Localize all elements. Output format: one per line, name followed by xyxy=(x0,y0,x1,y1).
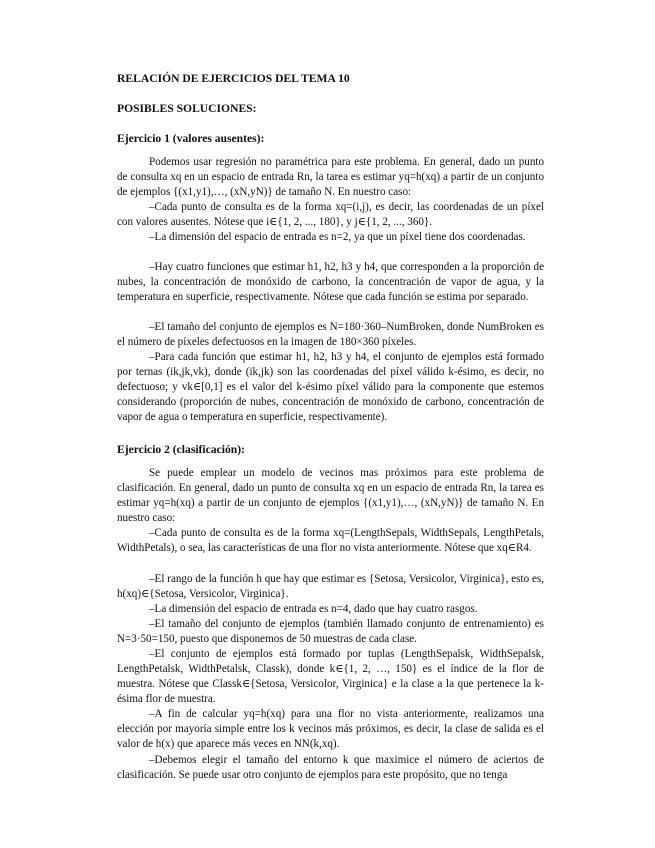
paragraph-text: –La dimensión del espacio de entrada es n=2, ya que un píxel tiene dos coordenadas. xyxy=(149,231,526,243)
paragraph-text: –El tamaño del conjunto de ejemplos es N=180·360–NumBroken, donde NumBroken es el número de píxeles defectuosos en la imagen de 180×360 píxeles. xyxy=(117,321,544,349)
exercise-1-item-3 xyxy=(117,260,544,305)
document-title: RELACIÓN DE EJERCICIOS DEL TEMA 10 xyxy=(117,72,350,85)
exercise-2-item-4 xyxy=(117,617,544,647)
exercise-2-item-6 xyxy=(117,707,544,752)
paragraph-text: –El conjunto de ejemplos está formado por tuplas (LengthSepalsk, WidthSepalsk, LengthPetalsk, WidthPetalsk, Classk), donde k∈{1, 2, …, 150} es el índice de la flor de muestra. Nótese que Classk∈{Setosa, Versicolor, Virginica} e la clase a la que pertenece la k-ésima flor de muestra. xyxy=(117,648,544,706)
paragraph-text: –El tamaño del conjunto de ejemplos (también llamado conjunto de entrenamiento) es N=3·50=150, puesto que disponemos de 50 muestras de cada clase. xyxy=(117,618,544,646)
exercise-2-item-3 xyxy=(117,602,544,617)
paragraph-text: –Debemos elegir el tamaño del entorno k que maximice el número de aciertos de clasificación. Se puede usar otro conjunto de ejemplos para este propósito, que no tenga xyxy=(117,754,544,782)
paragraph-text: –Cada punto de consulta es de la forma xq=(LengthSepals, WidthSepals, LengthPetals, WidthPetals), o sea, las características de una flor no vista anteriormente. Nótese que xq∈R4. xyxy=(117,527,544,555)
exercise-2-item-1 xyxy=(117,526,544,556)
exercise-2-item-2 xyxy=(117,572,544,602)
exercise-1-item-5 xyxy=(117,350,544,425)
exercise-1-item-1 xyxy=(117,200,544,230)
exercise-1-item-4 xyxy=(117,320,544,350)
paragraph-text: –La dimensión del espacio de entrada es n=4, dado que hay cuatro rasgos. xyxy=(149,603,478,615)
document-subtitle: POSIBLES SOLUCIONES: xyxy=(117,102,257,115)
paragraph-text: Se puede emplear un modelo de vecinos mas próximos para este problema de clasificación. En general, dado un punto de consulta xq en un espacio de entrada Rn, la tarea es estimar yq=h(xq) a partir de un conjunto de ejemplos {(x1,y1),…, (xN,yN)} de tamaño N. En nuestro caso: xyxy=(117,467,544,525)
paragraph-text: –Hay cuatro funciones que estimar h1, h2, h3 y h4, que corresponden a la proporción de nubes, la concentración de monóxido de carbono, la concentración de vapor de agua, y la temperatura en superficie, respectivamente. Nótese que cada función se estima por separado. xyxy=(117,261,544,304)
paragraph-text: Podemos usar regresión no paramétrica para este problema. En general, dado un punto de consulta xq en un espacio de entrada Rn, la tarea es estimar yq=h(xq) a partir de un conjunto de ejemplos {(x1,y1),…, (xN,yN)} de tamaño N. En nuestro caso: xyxy=(117,156,544,199)
paragraph-text: –Cada punto de consulta es de la forma xq=(i,j), es decir, las coordenadas de un píxel con valores ausentes. Nótese que i∈{1, 2, ..., 180}, y j∈{1, 2, ..., 360}. xyxy=(117,201,544,229)
paragraph-text: –A fin de calcular yq=h(xq) para una flor no vista anteriormente, realizamos una elección por mayoría simple entre los k vecinos más próximos, es decir, la clase de salida es el valor de h(x) que aparece más veces en NN(k,xq). xyxy=(117,708,544,751)
exercise-1-intro xyxy=(117,155,544,200)
exercise-2-heading: Ejercicio 2 (clasificación): xyxy=(117,443,245,456)
paragraph-text: –El rango de la función h que hay que estimar es {Setosa, Versicolor, Virginica}, esto es, h(xq)∈{Setosa, Versicolor, Virginica}. xyxy=(117,573,544,601)
exercise-2-item-5 xyxy=(117,647,544,707)
paragraph-text: –Para cada función que estimar h1, h2, h3 y h4, el conjunto de ejemplos está formado por ternas (ik,jk,vk), donde (ik,jk) son las coordenadas del píxel válido k-ésimo, es decir, no defectuoso; y vk∈[0,1] es el valor del k-ésimo píxel válido para la componente que estemos considerando (proporción de nubes, concentración de monóxido de carbono, concentración de vapor de agua o temperatura en superficie, respectivamente). xyxy=(117,351,544,424)
exercise-1-heading: Ejercicio 1 (valores ausentes): xyxy=(117,132,265,145)
exercise-1-item-2 xyxy=(117,230,544,245)
exercise-2-item-7 xyxy=(117,753,544,783)
exercise-2-intro xyxy=(117,466,544,526)
